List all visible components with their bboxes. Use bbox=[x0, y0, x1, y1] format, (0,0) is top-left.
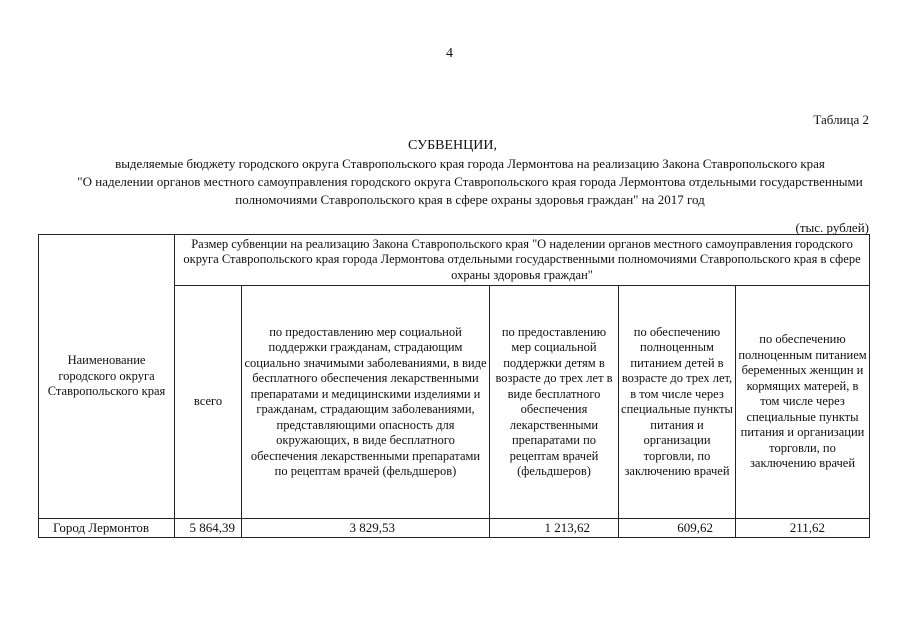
page-number: 4 bbox=[446, 46, 453, 61]
units-label: (тыс. рублей) bbox=[795, 220, 869, 235]
table-label: Таблица 2 bbox=[813, 112, 869, 127]
table-row bbox=[39, 519, 870, 538]
cell-total: 5 864,39 bbox=[175, 519, 242, 538]
header-children-nutrition: по обеспечению полноценным питанием детей в возрасте до трех лет, в том числе через специальные пункты питания и организации торговли, по заключению врачей bbox=[619, 286, 736, 519]
header-subsidy-size: Размер субвенции на реализацию Закона Ставропольского края "О наделении органов местного самоуправления городского округа Ставропольского края города Лермонтова отдельными государственными полномочиями Ставропольского края в сфере охраны здоровья граждан" bbox=[175, 235, 870, 286]
header-total: всего bbox=[175, 286, 242, 519]
cell-social-diseases: 3 829,53 bbox=[242, 519, 490, 538]
cell-mothers-nutrition: 211,62 bbox=[736, 519, 870, 538]
header-municipality: Наименование городского округа Ставропольского края bbox=[39, 235, 175, 519]
header-mothers-nutrition: по обеспечению полноценным питанием беременных женщин и кормящих матерей, в том числе через специальные пункты питания и организации торговли, по заключению врачей bbox=[736, 286, 870, 519]
cell-children-medicines: 1 213,62 bbox=[490, 519, 619, 538]
subtitle-line: "О наделении органов местного самоуправления городского округа Ставропольского края города Лермонтова отдельными государственными bbox=[77, 174, 863, 189]
header-children-medicines: по предоставлению мер социальной поддержки детям в возрасте до трех лет в виде бесплатного обеспечения лекарственными препаратами по рецептам врачей (фельдшеров) bbox=[490, 286, 619, 519]
header-social-diseases: по предоставлению мер социальной поддержки гражданам, страдающим социально значимыми заболеваниями, в виде бесплатного обеспечения лекарственными препаратами и медицинскими изделиями и гражданам, страдающим заболеваниями, представляющими опасность для окружающих, в виде бесплатного обеспечения лекарственными препаратами по рецептам врачей (фельдшеров) bbox=[242, 286, 490, 519]
row-municipality-name: Город Лермонтов bbox=[39, 519, 175, 538]
subtitle-line: выделяемые бюджету городского округа Ставропольского края города Лермонтова на реализацию Закона Ставропольского края bbox=[115, 156, 825, 171]
document-title: СУБВЕНЦИИ, bbox=[408, 138, 497, 153]
cell-children-nutrition: 609,62 bbox=[619, 519, 736, 538]
document-subtitle bbox=[60, 155, 880, 209]
subsidy-table bbox=[38, 234, 870, 538]
subtitle-line: полномочиями Ставропольского края в сфере охраны здоровья граждан" на 2017 год bbox=[235, 192, 705, 207]
